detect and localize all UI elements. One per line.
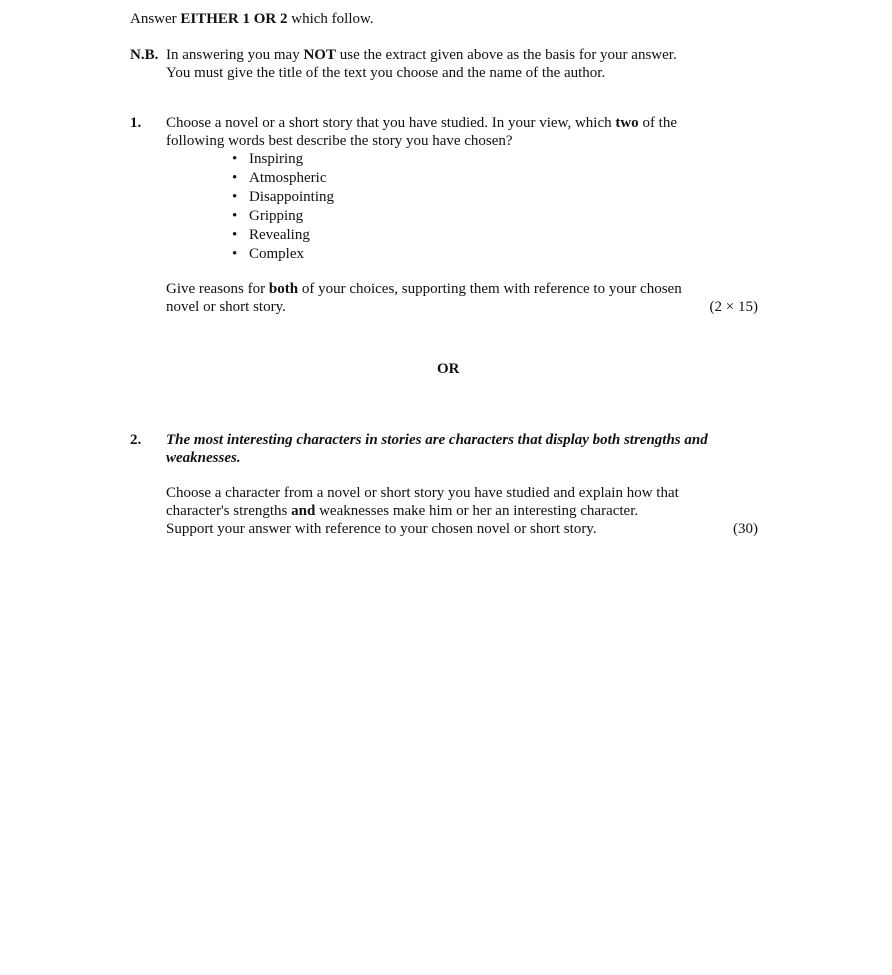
question-2-body-line-1: Choose a character from a novel or short story you have studied and explain how that: [166, 485, 679, 501]
question-2-quote-line-1: The most interesting characters in stories are characters that display both strengths and: [166, 432, 708, 448]
question-1-reasons-line-1: [166, 280, 682, 298]
word-option-label: Revealing: [249, 227, 310, 243]
question-2-number: 2.: [130, 432, 142, 448]
word-option: [232, 226, 334, 245]
bullet-icon: •: [232, 170, 238, 186]
question-1-marks: (2 × 15): [709, 299, 758, 315]
bullet-icon: •: [232, 227, 238, 243]
nb-line-1: [166, 46, 677, 64]
instruction-emphasis: EITHER 1 OR 2: [180, 11, 288, 27]
nb-text: In answering you may: [166, 47, 304, 63]
word-option: [232, 207, 334, 226]
instruction-line: [130, 10, 374, 28]
nb-text-end: use the extract given above as the basis for your answer.: [335, 47, 677, 63]
bullet-icon: •: [232, 189, 238, 205]
instruction-text: Answer: [130, 11, 181, 27]
reasons-emphasis: both: [268, 281, 299, 297]
or-separator: OR: [437, 361, 460, 377]
question-1-reasons-line-2: novel or short story.: [166, 299, 286, 315]
question-1-text: Choose a novel or a short story that you have studied. In your view, which: [166, 115, 616, 131]
reasons-text-end: of your choices, supporting them with reference to your chosen: [298, 281, 682, 297]
word-option-label: Gripping: [249, 208, 304, 224]
word-option-label: Inspiring: [249, 151, 304, 167]
nb-emphasis: NOT: [303, 47, 336, 63]
word-options-list: [232, 150, 334, 264]
question-1-emphasis: two: [615, 115, 639, 131]
bullet-icon: •: [232, 208, 238, 224]
bullet-icon: •: [232, 246, 238, 262]
question-2-text: character's strengths: [166, 503, 292, 519]
nb-line-2: You must give the title of the text you choose and the name of the author.: [166, 65, 606, 81]
question-2-text-end: weaknesses make him or her an interesting character.: [315, 503, 639, 519]
question-2-body-line-3: Support your answer with reference to your chosen novel or short story.: [166, 521, 597, 537]
instruction-text-end: which follow.: [287, 11, 374, 27]
word-option: [232, 169, 334, 188]
question-2-quote-line-2: weaknesses.: [166, 450, 241, 466]
nb-label: N.B.: [130, 47, 159, 63]
word-option: [232, 150, 334, 169]
word-option-label: Disappointing: [249, 189, 334, 205]
word-option-label: Atmospheric: [249, 170, 327, 186]
question-1-line-2: following words best describe the story you have chosen?: [166, 133, 513, 149]
question-2-body-line-2: [166, 502, 638, 520]
bullet-icon: •: [232, 151, 238, 167]
question-2-marks: (30): [733, 521, 758, 537]
question-1-text-end: of the: [638, 115, 678, 131]
word-option: [232, 188, 334, 207]
question-1-number: 1.: [130, 115, 142, 131]
reasons-text: Give reasons for: [166, 281, 269, 297]
word-option-label: Complex: [249, 246, 304, 262]
question-2-emphasis: and: [291, 503, 316, 519]
word-option: [232, 245, 334, 264]
question-1-line-1: [166, 114, 677, 132]
